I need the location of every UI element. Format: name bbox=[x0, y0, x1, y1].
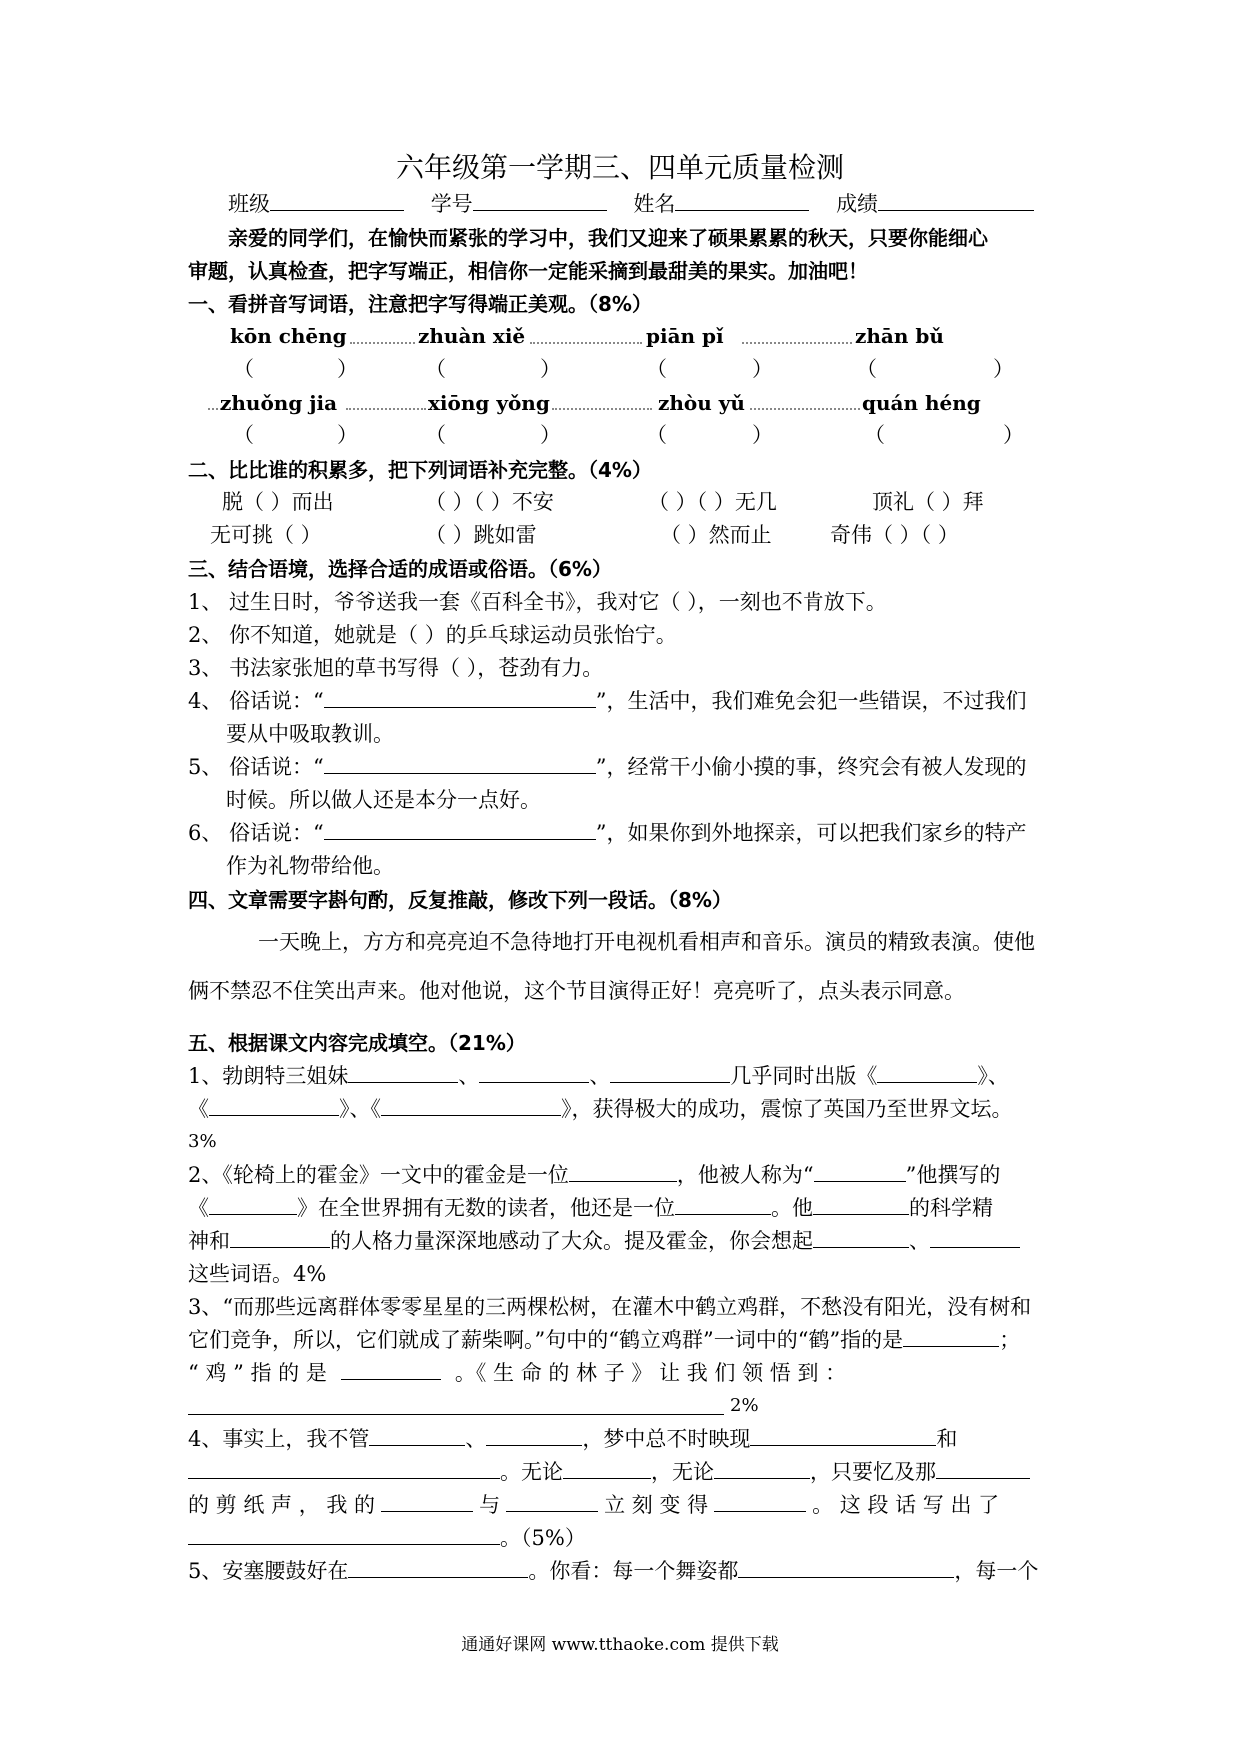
q2-i: 的人格力量深深地感动了大众。提及霍金，你会想起 bbox=[330, 1229, 813, 1253]
q2-e: 》在全世界拥有无数的读者，他还是一位 bbox=[297, 1196, 675, 1220]
s3-question-3: 3、 书法家张旭的草书写得（ ），苍劲有力。 bbox=[188, 656, 604, 680]
q4-k: 。 这 段 话 写 出 了 bbox=[812, 1493, 1000, 1517]
q2-c: ”他撰写的 bbox=[905, 1163, 1001, 1187]
idiom-7: （ ）然而止 bbox=[660, 523, 772, 547]
s3-question-2: 2、 你不知道，她就是（ ）的乒乓球运动员张怡宁。 bbox=[188, 623, 677, 647]
sep: 、 bbox=[589, 1064, 611, 1088]
name-label: 姓名 bbox=[633, 192, 676, 216]
blank[interactable] bbox=[814, 1161, 906, 1182]
q5-blank[interactable] bbox=[324, 753, 596, 774]
blank[interactable] bbox=[714, 1491, 806, 1512]
paren-close: ） bbox=[337, 357, 358, 381]
s5-q2-line-4: 这些词语。4% bbox=[188, 1262, 327, 1286]
class-label: 班级 bbox=[228, 192, 270, 216]
q4-g: ，只要忆及那 bbox=[810, 1460, 936, 1484]
blank[interactable] bbox=[750, 1425, 936, 1446]
s5-q2-line-1 bbox=[188, 1161, 1000, 1189]
q3-answer-line[interactable] bbox=[188, 1414, 724, 1415]
s3-question-6-cont: 作为礼物带给他。 bbox=[226, 854, 394, 878]
q1-end: 》、 bbox=[977, 1064, 1009, 1088]
q4-j: 立 刻 变 得 bbox=[604, 1493, 709, 1517]
q4-i: 与 bbox=[479, 1493, 501, 1517]
paren-open: （ bbox=[646, 423, 667, 447]
q1-l2-mid: 》、《 bbox=[339, 1097, 381, 1121]
paren-open: （ bbox=[646, 357, 667, 381]
score-blank[interactable] bbox=[878, 190, 1034, 211]
blank[interactable] bbox=[209, 1194, 297, 1215]
paren-open: （ bbox=[425, 357, 446, 381]
q4-d: 和 bbox=[936, 1427, 958, 1451]
q2-h: 神和 bbox=[188, 1229, 230, 1253]
page-title: 六年级第一学期三、四单元质量检测 bbox=[395, 151, 844, 184]
paren-open: （ bbox=[856, 357, 877, 381]
blank[interactable] bbox=[714, 1458, 810, 1479]
q6-suffix: ”，如果你到外地探亲，可以把我们家乡的特产 bbox=[595, 821, 1027, 845]
q4-c: ，梦中总不时映现 bbox=[582, 1427, 751, 1451]
s5-q5-line-1 bbox=[188, 1557, 1038, 1585]
q1-mid: 几乎同时出版《 bbox=[730, 1064, 878, 1088]
paren-close: ） bbox=[337, 423, 358, 447]
q5-a: 5、安塞腰鼓好在 bbox=[188, 1559, 349, 1583]
id-blank[interactable] bbox=[473, 190, 607, 211]
paren-open: （ bbox=[233, 357, 254, 381]
s3-question-4-cont: 要从中吸取教训。 bbox=[226, 722, 394, 746]
q4-f: ，无论 bbox=[651, 1460, 714, 1484]
dots bbox=[530, 342, 642, 344]
paren-close: ） bbox=[752, 423, 773, 447]
q3-l2a: 它们竞争，所以，它们就成了薪柴啊。”句中的“鹤立鸡群”一词中的“鹤”指的是 bbox=[188, 1328, 904, 1352]
paren-close: ） bbox=[752, 357, 773, 381]
blank[interactable] bbox=[569, 1161, 677, 1182]
paren-open: （ bbox=[233, 423, 254, 447]
q5-prefix: 5、 俗话说：“ bbox=[188, 755, 324, 779]
s3-question-1: 1、 过生日时，爷爷送我一套《百科全书》，我对它（ ），一刻也不肯放下。 bbox=[188, 590, 887, 614]
blank[interactable] bbox=[813, 1227, 909, 1248]
s5-q1-line-1 bbox=[188, 1062, 1009, 1090]
s5-q4-line-3 bbox=[188, 1491, 999, 1519]
s3-question-5 bbox=[188, 753, 1027, 781]
sep: 、 bbox=[458, 1064, 480, 1088]
q4-suffix: ”，生活中，我们难免会犯一些错误，不过我们 bbox=[595, 689, 1027, 713]
q3-l3a: “ 鸡 ” 指 的 是 bbox=[188, 1361, 327, 1385]
pinyin-5: zhuǒng jia bbox=[220, 391, 338, 415]
blank[interactable] bbox=[903, 1326, 999, 1347]
dots bbox=[742, 342, 852, 344]
q5-c: ，每一个 bbox=[954, 1559, 1039, 1583]
q6-prefix: 6、 俗话说：“ bbox=[188, 821, 324, 845]
blank[interactable] bbox=[930, 1227, 1020, 1248]
paren-open: （ bbox=[864, 423, 885, 447]
blank[interactable] bbox=[877, 1062, 977, 1083]
s5-q4-line-1 bbox=[188, 1425, 957, 1453]
q1-l2-end: 》，获得极大的成功，震惊了英国乃至世界文坛。 bbox=[561, 1097, 1013, 1121]
s5-q2-line-2 bbox=[188, 1194, 993, 1222]
idiom-1: 脱（ ）而出 bbox=[222, 490, 334, 514]
q1-l2-open: 《 bbox=[188, 1097, 209, 1121]
q2-b: ，他被人称为“ bbox=[676, 1163, 814, 1187]
dots bbox=[750, 408, 860, 410]
s3-question-4 bbox=[188, 687, 1027, 715]
blank[interactable] bbox=[479, 1062, 589, 1083]
blank[interactable] bbox=[341, 1359, 441, 1380]
paren-close: ） bbox=[993, 357, 1014, 381]
q1-prefix: 1、勃朗特三姐妹 bbox=[188, 1064, 349, 1088]
blank[interactable] bbox=[381, 1491, 473, 1512]
pinyin-3: piān pǐ bbox=[646, 324, 724, 348]
blank[interactable] bbox=[369, 1425, 465, 1446]
paren-close: ） bbox=[1003, 423, 1024, 447]
blank[interactable] bbox=[348, 1557, 528, 1578]
blank[interactable] bbox=[209, 1095, 339, 1116]
section-5-heading: 五、根据课文内容完成填空。（21%） bbox=[188, 1031, 526, 1055]
s5-q1-score: 3% bbox=[188, 1131, 217, 1152]
blank[interactable] bbox=[188, 1524, 500, 1545]
q2-d: 《 bbox=[188, 1196, 209, 1220]
blank[interactable] bbox=[188, 1458, 500, 1479]
q2-a: 2、《轮椅上的霍金》一文中的霍金是一位 bbox=[188, 1163, 569, 1187]
blank[interactable] bbox=[813, 1194, 909, 1215]
blank[interactable] bbox=[610, 1062, 730, 1083]
pinyin-6: xiōng yǒng bbox=[428, 391, 550, 415]
q3-l2b: ； bbox=[999, 1328, 1021, 1352]
pinyin-8: quán héng bbox=[862, 391, 981, 415]
blank[interactable] bbox=[381, 1095, 561, 1116]
s5-q3-line-3 bbox=[188, 1359, 846, 1387]
s4-paragraph-2: 俩不禁忍不住笑出声来。他对他说，这个节目演得正好！亮亮听了，点头表示同意。 bbox=[188, 979, 965, 1003]
s5-q4-line-2 bbox=[188, 1458, 1030, 1486]
blank[interactable] bbox=[675, 1194, 771, 1215]
paren-open: （ bbox=[425, 423, 446, 447]
blank[interactable] bbox=[936, 1458, 1030, 1479]
section-1-heading: 一、看拼音写词语，注意把字写得端正美观。（8%） bbox=[188, 292, 652, 316]
section-4-heading: 四、文章需要字斟句酌，反复推敲，修改下列一段话。（8%） bbox=[188, 888, 732, 912]
idiom-4: 顶礼（ ）拜 bbox=[872, 490, 984, 514]
blank[interactable] bbox=[563, 1458, 651, 1479]
s3-question-5-cont: 时候。所以做人还是本分一点好。 bbox=[226, 788, 541, 812]
idiom-5: 无可挑（ ） bbox=[210, 523, 322, 547]
blank[interactable] bbox=[506, 1491, 598, 1512]
s4-paragraph-1: 一天晚上，方方和亮亮迫不急待地打开电视机看相声和音乐。演员的精致表演。使他 bbox=[258, 930, 1035, 954]
q5-b: 。你看：每一个舞姿都 bbox=[528, 1559, 739, 1583]
id-label: 学号 bbox=[430, 192, 473, 216]
dots bbox=[350, 342, 415, 344]
s5-q2-line-3 bbox=[188, 1227, 1020, 1255]
s5-q3-line-1: 3、“而那些远离群体零零星星的三两棵松树，在灌木中鹤立鸡群，不愁没有阳光，没有树和 bbox=[188, 1295, 1032, 1319]
s3-question-6 bbox=[188, 819, 1027, 847]
blank[interactable] bbox=[738, 1557, 954, 1578]
q4-blank[interactable] bbox=[324, 687, 596, 708]
paren-close: ） bbox=[540, 357, 561, 381]
q2-j: 、 bbox=[909, 1229, 930, 1253]
q2-f: 。他 bbox=[771, 1196, 813, 1220]
intro-line-1: 亲爱的同学们，在愉快而紧张的学习中，我们又迎来了硕果累累的秋天，只要你能细心 bbox=[228, 226, 988, 250]
s5-q3-line-2 bbox=[188, 1326, 1020, 1354]
s5-q3-score: 2% bbox=[730, 1395, 759, 1416]
q4-a: 4、事实上，我不管 bbox=[188, 1427, 370, 1451]
idiom-8: 奇伟（ ）（ ） bbox=[830, 523, 959, 547]
section-3-heading: 三、结合语境，选择合适的成语或俗语。（6%） bbox=[188, 557, 612, 581]
q5-suffix: ”，经常干小偷小摸的事，终究会有被人发现的 bbox=[595, 755, 1027, 779]
s5-q1-line-2 bbox=[188, 1095, 1013, 1123]
q4-e: 。无论 bbox=[500, 1460, 563, 1484]
class-blank[interactable] bbox=[270, 190, 404, 211]
s5-q4-line-4 bbox=[188, 1524, 586, 1552]
blank[interactable] bbox=[486, 1425, 582, 1446]
footer: 通通好课网 www.tthaoke.com 提供下载 bbox=[461, 1635, 779, 1655]
blank[interactable] bbox=[230, 1227, 330, 1248]
blank[interactable] bbox=[348, 1062, 458, 1083]
idiom-2: （ ）（ ）不安 bbox=[425, 490, 554, 514]
pinyin-2: zhuàn xiě bbox=[418, 324, 526, 348]
dots bbox=[552, 408, 652, 410]
info-line bbox=[228, 190, 1034, 218]
pinyin-7: zhòu yǔ bbox=[658, 391, 745, 415]
idiom-3: （ ）（ ）无几 bbox=[648, 490, 777, 514]
idiom-6: （ ）跳如雷 bbox=[425, 523, 537, 547]
q4-prefix: 4、 俗话说：“ bbox=[188, 689, 324, 713]
pinyin-1: kōn chēng bbox=[230, 324, 347, 348]
q3-l3b: 。《 生 命 的 林 子 》 让 我 们 领 悟 到 ： bbox=[454, 1361, 847, 1385]
q4-l: 。（5%） bbox=[500, 1526, 586, 1550]
section-2-heading: 二、比比谁的积累多，把下列词语补充完整。（4%） bbox=[188, 458, 652, 482]
dots bbox=[346, 408, 426, 410]
q6-blank[interactable] bbox=[324, 819, 596, 840]
paren-close: ） bbox=[540, 423, 561, 447]
intro-line-2: 审题，认真检查，把字写端正，相信你一定能采摘到最甜美的果实。加油吧！ bbox=[188, 259, 868, 283]
q2-g: 的科学精 bbox=[909, 1196, 993, 1220]
q4-b: 、 bbox=[465, 1427, 487, 1451]
pinyin-4: zhān bǔ bbox=[855, 324, 944, 348]
q4-h: 的 剪 纸 声 ， 我 的 bbox=[188, 1493, 376, 1517]
score-label: 成绩 bbox=[836, 192, 879, 216]
name-blank[interactable] bbox=[675, 190, 809, 211]
